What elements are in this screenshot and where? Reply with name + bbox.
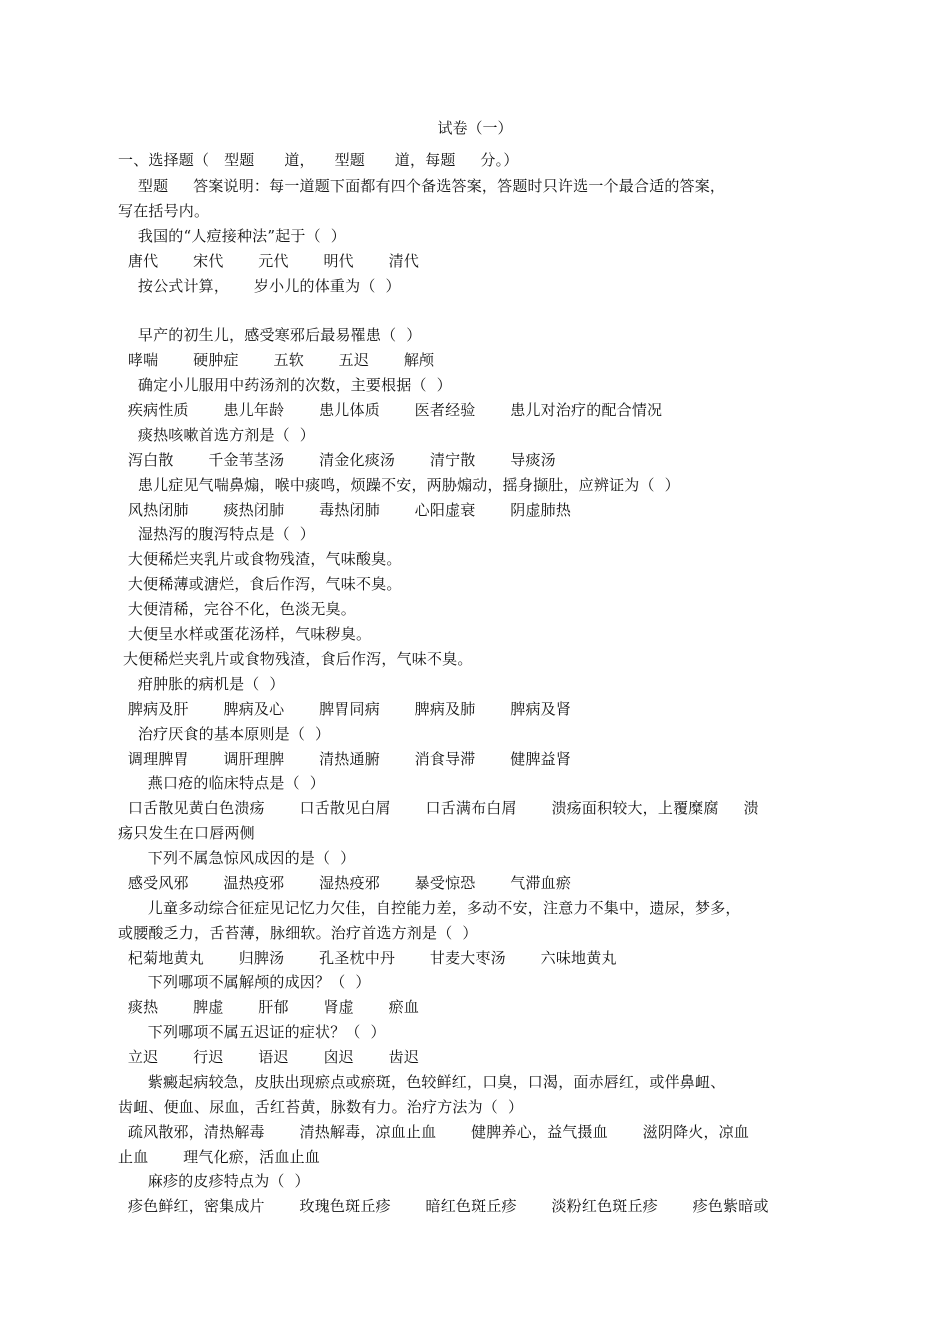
question-text: 紫癜起病较急，皮肤出现瘀点或瘀斑，色较鲜红，口臭，口渴，面赤唇红，或伴鼻衄、 xyxy=(118,1073,726,1091)
answer-option: 大便稀烂夹乳片或食物残渣，食后作泻，气味不臭。 xyxy=(118,650,473,668)
answer-instructions-cont: 写在括号内。 xyxy=(118,202,210,220)
answer-options: 疏风散邪，清热解毒 清热解毒，凉血止血 健脾养心，益气摄血 滋阴降火，凉血 xyxy=(118,1123,750,1141)
question-text: 湿热泻的腹泻特点是（ ） xyxy=(118,525,316,543)
answer-options: 杞菊地黄丸 归脾汤 孔圣枕中丹 甘麦大枣汤 六味地黄丸 xyxy=(118,949,617,967)
question-text: 我国的“人痘接种法”起于（ ） xyxy=(118,227,346,245)
question-text: 儿童多动综合征症见记忆力欠佳，自控能力差，多动不安，注意力不集中，遗尿，梦多， xyxy=(118,899,741,917)
question-text: 早产的初生儿，感受寒邪后最易罹患（ ） xyxy=(118,326,422,344)
question-text-cont: 齿衄、便血、尿血，舌红苔黄，脉数有力。治疗方法为（ ） xyxy=(118,1098,524,1116)
answer-option: 大便清稀，完谷不化，色淡无臭。 xyxy=(118,600,356,618)
question-text: 下列哪项不属解颅的成因？（ ） xyxy=(118,973,371,991)
section-heading: 一、选择题（ 型题 道， 型题 道，每题 分。） xyxy=(118,151,519,169)
answer-options: 疾病性质 患儿年龄 患儿体质 医者经验 患儿对治疗的配合情况 xyxy=(118,401,663,419)
answer-options: 疹色鲜红，密集成片 玫瑰色斑丘疹 暗红色斑丘疹 淡粉红色斑丘疹 疹色紫暗或 xyxy=(118,1197,769,1215)
question-text: 痰热咳嗽首选方剂是（ ） xyxy=(118,426,316,444)
question-text: 疳肿胀的病机是（ ） xyxy=(118,675,285,693)
answer-options: 脾病及肝 脾病及心 脾胃同病 脾病及肺 脾病及肾 xyxy=(118,700,572,718)
question-text: 下列哪项不属五迟证的症状？（ ） xyxy=(118,1023,386,1041)
answer-options-cont: 止血 理气化瘀，活血止血 xyxy=(118,1148,320,1166)
answer-option: 大便稀薄或溏烂，食后作泻，气味不臭。 xyxy=(118,575,402,593)
answer-options: 痰热 脾虚 肝郁 肾虚 瘀血 xyxy=(118,998,420,1016)
question-text: 确定小儿服用中药汤剂的次数，主要根据（ ） xyxy=(118,376,452,394)
answer-options: 哮喘 硬肿症 五软 五迟 解颅 xyxy=(118,351,435,369)
question-text: 按公式计算， 岁小儿的体重为（ ） xyxy=(118,277,401,295)
answer-options-cont: 疡只发生在口唇两侧 xyxy=(118,824,255,842)
answer-options: 泻白散 千金苇茎汤 清金化痰汤 清宁散 导痰汤 xyxy=(118,451,556,469)
question-text: 燕口疮的临床特点是（ ） xyxy=(118,774,325,792)
question-text: 下列不属急惊风成因的是（ ） xyxy=(118,849,356,867)
question-text-cont: 或腰酸乏力，舌苔薄，脉细软。治疗首选方剂是（ ） xyxy=(118,924,478,942)
answer-options: 调理脾胃 调肝理脾 清热通腑 消食导滞 健脾益肾 xyxy=(118,750,572,768)
answer-instructions: 型题 答案说明：每一道题下面都有四个备选答案，答题时只许选一个最合适的答案， xyxy=(118,177,726,195)
answer-option: 大便稀烂夹乳片或食物残渣，气味酸臭。 xyxy=(118,550,402,568)
answer-options: 口舌散见黄白色溃疡 口舌散见白屑 口舌满布白屑 溃疡面积较大，上覆糜腐 溃 xyxy=(118,799,759,817)
question-text: 患儿症见气喘鼻煽，喉中痰鸣，烦躁不安，两胁煽动，摇身撷肚，应辨证为（ ） xyxy=(118,476,680,494)
question-text: 治疗厌食的基本原则是（ ） xyxy=(118,725,331,743)
answer-options: 立迟 行迟 语迟 囟迟 齿迟 xyxy=(118,1048,420,1066)
answer-options: 唐代 宋代 元代 明代 清代 xyxy=(118,252,420,270)
answer-option: 大便呈水样或蛋花汤样，气味秽臭。 xyxy=(118,625,372,643)
answer-options: 风热闭肺 痰热闭肺 毒热闭肺 心阳虚衰 阴虚肺热 xyxy=(118,501,572,519)
exam-title: 试卷（一） xyxy=(437,119,513,137)
question-text: 麻疹的皮疹特点为（ ） xyxy=(118,1172,310,1190)
answer-options: 感受风邪 温热疫邪 湿热疫邪 暴受惊恐 气滞血瘀 xyxy=(118,874,572,892)
